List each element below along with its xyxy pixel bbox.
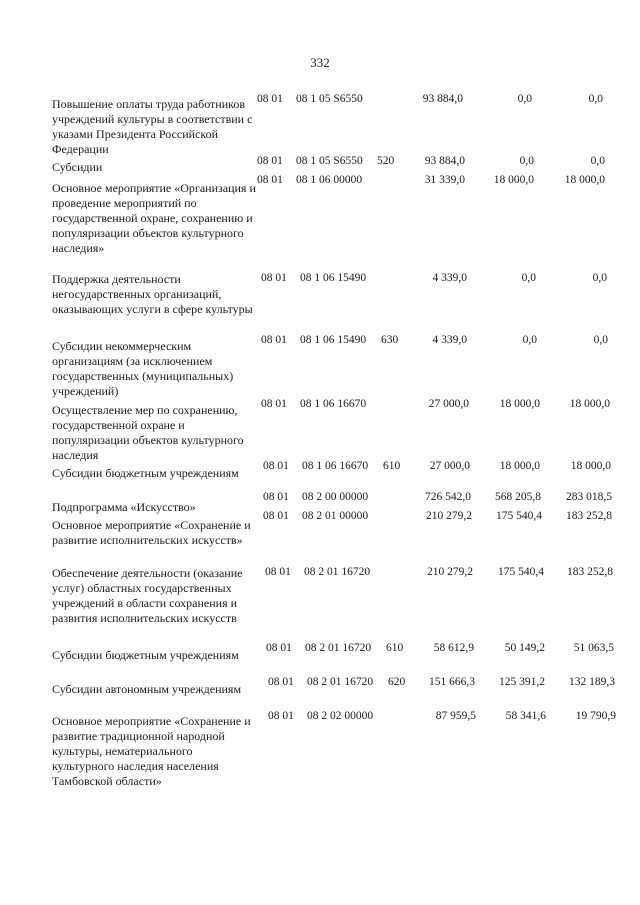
amount-2: 0,0: [517, 93, 532, 105]
amount-3: 51 063,5: [573, 642, 614, 654]
amount-2: 125 391,2: [499, 676, 545, 688]
row-name: Субсидии бюджетным учреждениям: [52, 466, 239, 480]
amount-3: 0,0: [588, 93, 603, 105]
section-code: 08 01: [268, 676, 294, 688]
target-article-code: 08 2 01 16720: [307, 676, 374, 688]
target-article-code: 08 2 01 16720: [305, 642, 372, 654]
row-name: Подпрограмма «Искусство»: [52, 500, 196, 514]
amount-1: 93 884,0: [424, 155, 465, 167]
amount-1: 210 279,2: [426, 510, 472, 522]
amount-3: 0,0: [590, 155, 605, 167]
amount-1: 4 339,0: [432, 272, 467, 284]
target-article-code: 08 1 06 15490: [300, 334, 367, 346]
amount-1: 726 542,0: [425, 491, 471, 503]
amount-2: 0,0: [521, 272, 536, 284]
target-article-code: 08 2 02 00000: [307, 710, 374, 722]
amount-2: 568 205,8: [495, 491, 541, 503]
row-name: Осуществление мер по сохранению, государственной охране и популяризации объектов культурного наследия: [52, 403, 244, 462]
row-name: Основное мероприятие «Организация и проведение мероприятий по государственной охране, сохранению и популяризации объектов культурного наследия»: [52, 181, 256, 255]
amount-2: 175 540,4: [496, 510, 542, 522]
amount-3: 132 189,3: [569, 676, 615, 688]
amount-3: 18 000,0: [569, 398, 610, 410]
section-code: 08 01: [263, 460, 289, 472]
row-name: Обеспечение деятельности (оказание услуг) областных государственных учреждений в области сохранения и развития исполнительских искусств: [52, 566, 243, 625]
row-name: Субсидии автономным учреждениям: [52, 682, 242, 696]
target-article-code: 08 1 06 16670: [300, 398, 367, 410]
amount-3: 18 000,0: [564, 174, 605, 186]
page-number: 332: [310, 55, 330, 70]
expense-type-code: 520: [377, 155, 395, 167]
amount-1: 4 339,0: [432, 334, 467, 346]
expense-type-code: 620: [388, 676, 406, 688]
target-article-code: 08 2 01 16720: [304, 566, 371, 578]
row-name: Основное мероприятие «Сохранение и развитие исполнительских искусств»: [52, 518, 251, 547]
amount-3: 18 000,0: [570, 460, 611, 472]
amount-3: 183 252,8: [566, 510, 612, 522]
section-code: 08 01: [257, 155, 283, 167]
row-name: Повышение оплаты труда работников учреждений культуры в соответствии с указами Президента Российской Федерации: [52, 97, 253, 156]
section-code: 08 01: [257, 93, 283, 105]
amount-1: 93 884,0: [422, 93, 463, 105]
target-article-code: 08 1 06 15490: [300, 272, 367, 284]
amount-1: 87 959,5: [435, 710, 476, 722]
target-article-code: 08 1 06 16670: [302, 460, 369, 472]
amount-1: 58 612,9: [433, 642, 474, 654]
amount-2: 0,0: [519, 155, 534, 167]
amount-3: 283 018,5: [566, 491, 612, 503]
amount-1: 27 000,0: [429, 460, 470, 472]
amount-1: 31 339,0: [424, 174, 465, 186]
amount-2: 175 540,4: [498, 566, 544, 578]
amount-1: 27 000,0: [428, 398, 469, 410]
row-name: Поддержка деятельности негосударственных организаций, оказывающих услуги в сфере культуры: [52, 272, 253, 316]
target-article-code: 08 2 00 00000: [302, 491, 369, 503]
target-article-code: 08 1 06 00000: [296, 174, 363, 186]
amount-3: 183 252,8: [567, 566, 613, 578]
row-name: Субсидии бюджетным учреждениям: [52, 648, 239, 662]
target-article-code: 08 1 05 S6550: [296, 93, 363, 105]
section-code: 08 01: [265, 566, 291, 578]
section-code: 08 01: [266, 642, 292, 654]
expense-type-code: 610: [383, 460, 401, 472]
section-code: 08 01: [263, 491, 289, 503]
row-name: Субсидии: [52, 160, 103, 174]
amount-2: 18 000,0: [499, 398, 540, 410]
section-code: 08 01: [268, 710, 294, 722]
amount-2: 18 000,0: [493, 174, 534, 186]
amount-1: 151 666,3: [429, 676, 475, 688]
section-code: 08 01: [261, 398, 287, 410]
amount-3: 0,0: [593, 334, 608, 346]
amount-2: 58 341,6: [505, 710, 546, 722]
amount-3: 19 790,9: [575, 710, 616, 722]
section-code: 08 01: [261, 272, 287, 284]
amount-2: 18 000,0: [499, 460, 540, 472]
expense-type-code: 610: [386, 642, 404, 654]
section-code: 08 01: [257, 174, 283, 186]
section-code: 08 01: [263, 510, 289, 522]
amount-2: 50 149,2: [504, 642, 545, 654]
expense-type-code: 630: [381, 334, 399, 346]
amount-2: 0,0: [522, 334, 537, 346]
row-name: Основное мероприятие «Сохранение и развитие традиционной народной культуры, нематериального культурного наследия населения Тамбовской области»: [52, 714, 251, 788]
amount-3: 0,0: [592, 272, 607, 284]
row-name: Субсидии некоммерческим организациям (за исключением государственных (муниципальных) учреждений): [52, 339, 234, 398]
target-article-code: 08 1 05 S6550: [296, 155, 363, 167]
amount-1: 210 279,2: [427, 566, 473, 578]
target-article-code: 08 2 01 00000: [302, 510, 369, 522]
section-code: 08 01: [261, 334, 287, 346]
